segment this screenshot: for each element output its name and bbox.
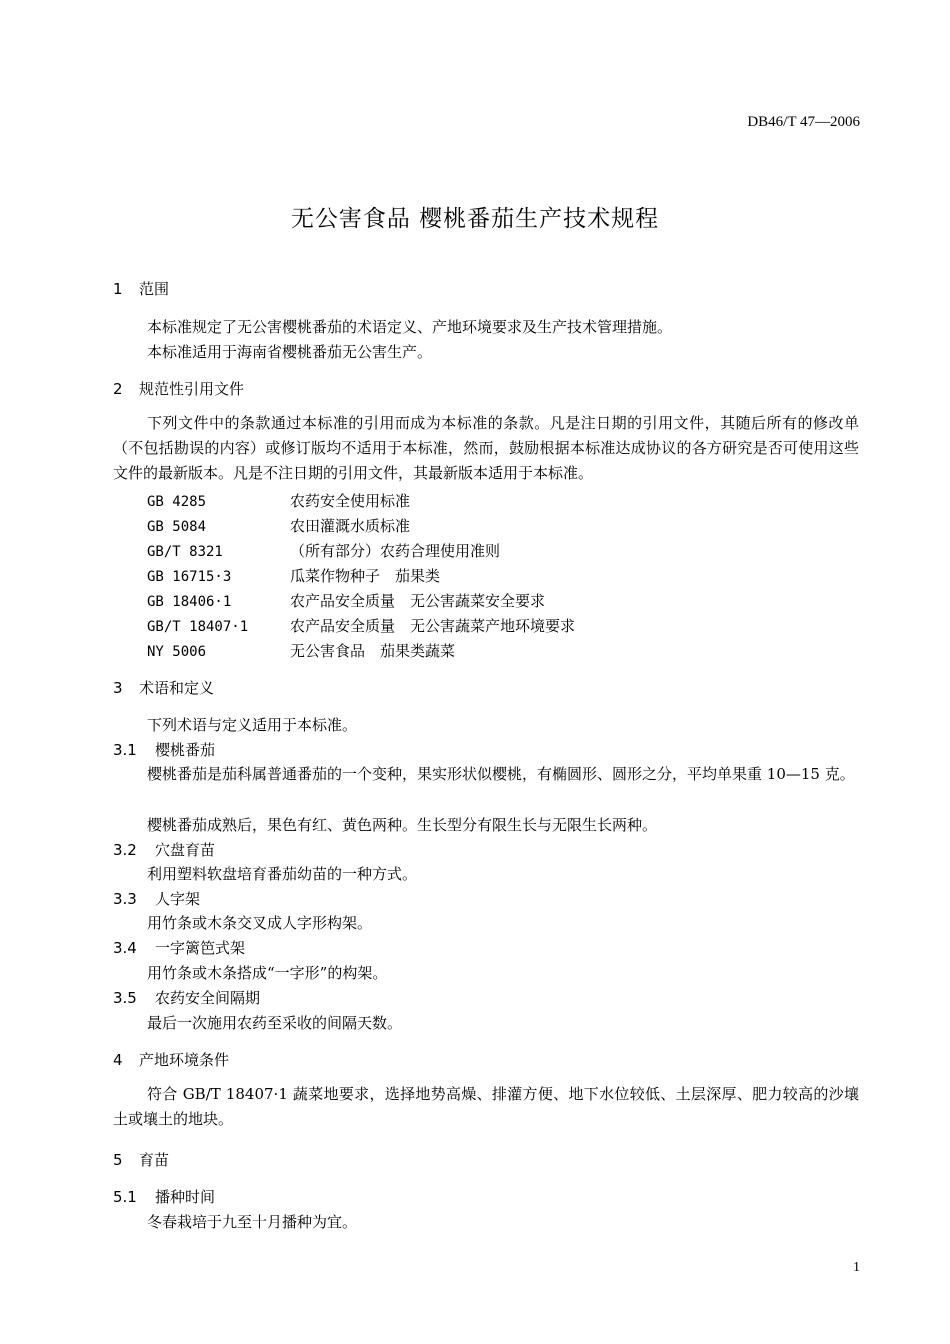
subsection-title: 穴盘育苗 bbox=[155, 841, 216, 859]
section-heading-2 bbox=[113, 378, 244, 399]
subsection-heading-5-1 bbox=[113, 1186, 215, 1207]
reference-item bbox=[147, 590, 545, 611]
section-number: 5 bbox=[113, 1151, 123, 1169]
section-number: 2 bbox=[113, 380, 123, 398]
subsection-number: 3.2 bbox=[113, 841, 137, 859]
subsection-heading-3-3 bbox=[113, 888, 200, 909]
paragraph: 符合 GB/T 18407·1 蔬菜地要求，选择地势高燥、排灌方便、地下水位较低、土层深厚、肥力较高的沙壤土或壤土的地块。 bbox=[113, 1085, 859, 1128]
paragraph: 最后一次施用农药至采收的间隔天数。 bbox=[147, 1014, 403, 1032]
subsection-number: 5.1 bbox=[113, 1188, 137, 1206]
reference-title: 农药安全使用标准 bbox=[290, 492, 411, 510]
paragraph: 用竹条或木条搭成“一字形”的构架。 bbox=[147, 964, 388, 982]
subsection-title: 一字篱笆式架 bbox=[155, 939, 246, 957]
paragraph: 本标准规定了无公害樱桃番茄的术语定义、产地环境要求及生产技术管理措施。 bbox=[147, 318, 673, 336]
reference-code: GB 5084 bbox=[147, 519, 207, 535]
subsection-title: 播种时间 bbox=[155, 1188, 216, 1206]
paragraph: 本标准适用于海南省樱桃番茄无公害生产。 bbox=[147, 343, 433, 361]
section-heading-5 bbox=[113, 1149, 169, 1170]
reference-code: GB 16715·3 bbox=[147, 569, 232, 585]
section-heading-4 bbox=[113, 1049, 229, 1070]
section-title: 育苗 bbox=[139, 1151, 170, 1169]
standard-code: DB46/T 47—2006 bbox=[747, 114, 860, 130]
paragraph: 下列文件中的条款通过本标准的引用而成为本标准的条款。凡是注日期的引用文件，其随后所有的修改单（不包括勘误的内容）或修订版均不适用于本标准，然而，鼓励根据本标准达成协议的各方研究是否可使用这些文件的最新版本。凡是不注日期的引用文件，其最新版本适用于本标准。 bbox=[113, 414, 859, 482]
reference-title: （所有部分）农药合理使用准则 bbox=[290, 542, 501, 560]
reference-code: GB/T 8321 bbox=[147, 544, 223, 560]
page-number: 1 bbox=[853, 1260, 860, 1275]
paragraph: 樱桃番茄成熟后，果色有红、黄色两种。生长型分有限生长与无限生长两种。 bbox=[147, 816, 658, 834]
section-title: 范围 bbox=[139, 280, 170, 298]
reference-item bbox=[147, 565, 440, 586]
subsection-number: 3.3 bbox=[113, 890, 137, 908]
subsection-title: 樱桃番茄 bbox=[155, 741, 216, 759]
paragraph: 樱桃番茄是茄科属普通番茄的一个变种，果实形状似樱桃，有椭圆形、圆形之分，平均单果重 10—15 克。 bbox=[147, 765, 855, 783]
subsection-heading-3-1 bbox=[113, 739, 215, 760]
subsection-number: 3.4 bbox=[113, 939, 137, 957]
reference-item bbox=[147, 540, 500, 561]
reference-item bbox=[147, 615, 575, 636]
subsection-heading-3-4 bbox=[113, 937, 245, 958]
subsection-number: 3.1 bbox=[113, 741, 137, 759]
reference-code: GB/T 18407·1 bbox=[147, 619, 249, 635]
reference-title: 农田灌溉水质标准 bbox=[290, 517, 411, 535]
reference-code: NY 5006 bbox=[147, 644, 207, 660]
section-title: 产地环境条件 bbox=[139, 1051, 230, 1069]
subsection-title: 农药安全间隔期 bbox=[155, 989, 261, 1007]
section-title: 术语和定义 bbox=[139, 679, 215, 697]
reference-title: 农产品安全质量 无公害蔬菜安全要求 bbox=[290, 592, 546, 610]
subsection-heading-3-2 bbox=[113, 839, 215, 860]
reference-code: GB 18406·1 bbox=[147, 594, 232, 610]
document-title: 无公害食品 樱桃番茄生产技术规程 bbox=[290, 206, 660, 232]
section-heading-3 bbox=[113, 677, 214, 698]
subsection-title: 人字架 bbox=[155, 890, 201, 908]
section-number: 3 bbox=[113, 679, 123, 697]
reference-title: 瓜菜作物种子 茄果类 bbox=[290, 567, 441, 585]
paragraph: 冬春栽培于九至十月播种为宜。 bbox=[147, 1213, 358, 1231]
reference-title: 无公害食品 茄果类蔬菜 bbox=[290, 642, 456, 660]
subsection-heading-3-5 bbox=[113, 987, 260, 1008]
section-title: 规范性引用文件 bbox=[139, 380, 245, 398]
reference-code: GB 4285 bbox=[147, 494, 207, 510]
paragraph: 用竹条或木条交叉成人字形构架。 bbox=[147, 914, 373, 932]
subsection-number: 3.5 bbox=[113, 989, 137, 1007]
section-number: 1 bbox=[113, 280, 123, 298]
reference-item bbox=[147, 640, 455, 661]
paragraph: 下列术语与定义适用于本标准。 bbox=[147, 716, 358, 734]
reference-title: 农产品安全质量 无公害蔬菜产地环境要求 bbox=[290, 617, 576, 635]
section-heading-1 bbox=[113, 278, 169, 299]
paragraph: 利用塑料软盘培育番茄幼苗的一种方式。 bbox=[147, 865, 418, 883]
reference-item bbox=[147, 515, 410, 536]
reference-item bbox=[147, 490, 410, 511]
section-number: 4 bbox=[113, 1051, 123, 1069]
